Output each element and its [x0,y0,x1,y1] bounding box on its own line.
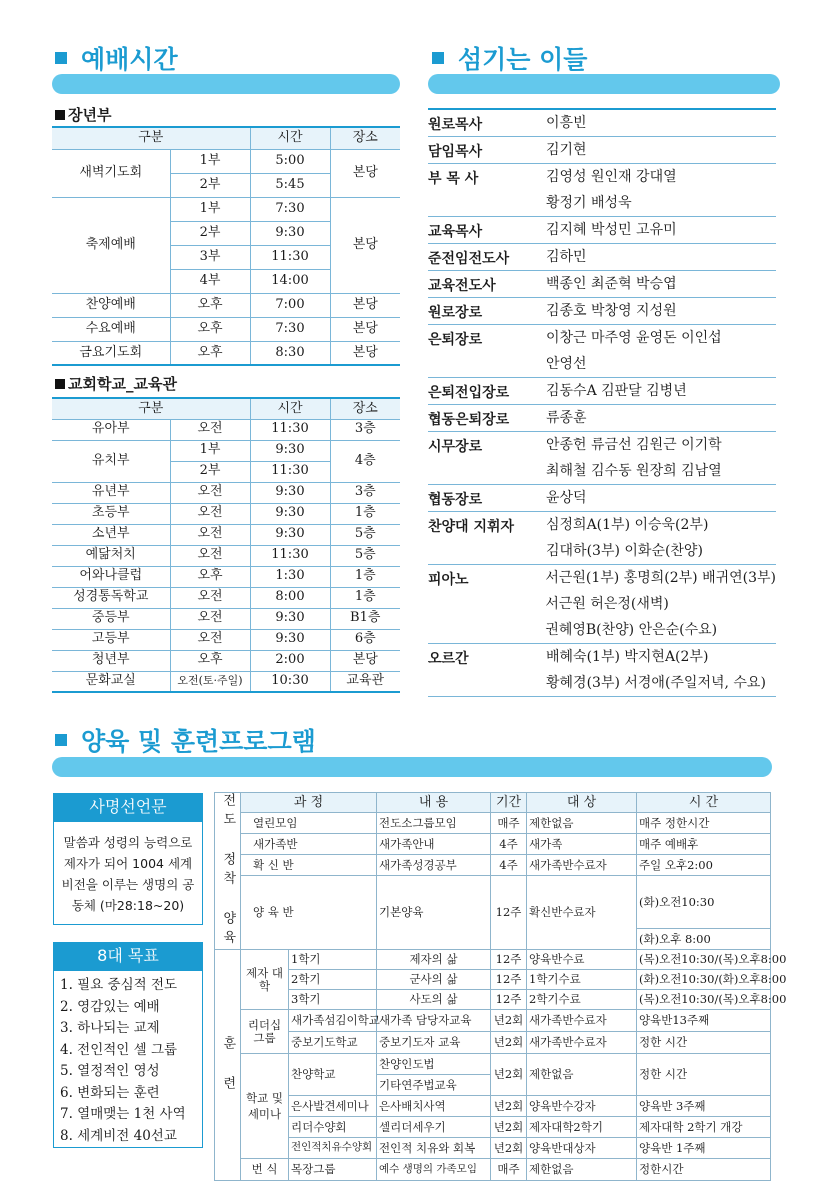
table-row: 예닮처치 오전 11:30 5층 [52,545,400,566]
server-names: 김지혜 박성민 고유미 [546,222,677,238]
server-role: 오르간 [428,651,469,667]
server-row [428,110,776,137]
goals-list [53,970,203,1148]
header-time: 시간 [250,127,330,149]
session-label: 3부 [170,245,250,269]
session-label: 2부 [170,221,250,245]
session-label: 2부 [170,461,250,482]
server-row [428,485,776,512]
disciple-college-label: 제자 대학 [241,950,289,1010]
table-row: 찬양예배 오후 7:00 본당 [52,293,400,317]
server-row [428,405,776,432]
server-names: 김기현 [546,142,587,158]
server-role: 준전임전도사 [428,251,510,267]
server-role: 협동은퇴장로 [428,412,510,428]
session-time: 7:30 [250,197,330,221]
table-row: 번 식 목장그룹 예수 생명의 가족모임 매주 제한없음 정한시간 [215,1159,771,1181]
servers-title: 섬기는 이들 [458,45,588,74]
session-time: 5:45 [250,173,330,197]
school-subtitle: 교회학교_교육관 [55,373,177,394]
servers-title-bar [428,74,780,94]
goal-item: 8. 세계비전 40선교 [60,1127,177,1144]
server-role: 피아노 [428,572,469,588]
table-row: 금요기도회 오후 8:30 본당 [52,341,400,365]
worship-section-title [55,40,178,76]
server-names: 안종헌 류금선 김원근 이기학 최해철 김수동 원장희 김남열 [546,437,722,479]
worship-title: 예배시간 [81,45,178,74]
server-names: 김하민 [546,249,587,265]
school-seminar-label: 학교 및 세미나 [241,1054,289,1159]
category-training: 훈 련 [215,950,241,1181]
session-time: 11:30 [250,461,330,482]
goal-item: 3. 하나되는 교제 [60,1020,160,1036]
server-role: 협동장로 [428,492,483,508]
server-names: 배혜숙(1부) 박지현A(2부) 황혜경(3부) 서경애(주일저녁, 수요) [546,649,766,691]
table-row: 성경통독학교 오전 8:00 1층 [52,587,400,608]
server-row [428,217,776,244]
server-names: 김영성 원인재 강대열 황정기 배성욱 [546,169,677,211]
servers-section-title [432,40,587,76]
header-category: 구분 [52,127,250,149]
header-category: 구분 [52,398,250,419]
goal-item: 6. 변화되는 훈련 [60,1084,160,1101]
header-target: 대 상 [527,793,637,813]
goals-title: 8대 목표 [53,942,203,970]
header-course: 과 정 [241,793,377,813]
mission-title: 사명선언문 [53,793,203,821]
goal-item: 2. 영감있는 예배 [60,998,160,1015]
session-label: 1부 [170,197,250,221]
server-row [428,137,776,164]
mission-text: 말씀과 성령의 능력으로 제자가 되어 1004 세계비전을 이루는 생명의 공동체 (마28:18~20) [53,821,203,925]
goals-box [53,942,203,1148]
table-row: 훈 련 제자 대학 1학기 제자의 삶 12주 양육반수료 (목)오전10:30/(목)오후8:00 [215,950,771,970]
server-role: 시무장로 [428,439,483,455]
server-row [428,244,776,271]
header-place: 장소 [330,398,400,419]
table-row: 양 육 반 기본양육 12주 확신반수료자 (화)오전10:30 [215,876,771,929]
black-square-icon [55,379,65,389]
session-time: 11:30 [250,245,330,269]
server-names: 김동수A 김판달 김병년 [546,383,687,399]
square-bullet-icon [55,52,67,64]
worship-title-bar [52,74,400,94]
table-row: 초등부 오전 9:30 1층 [52,503,400,524]
training-title: 양육 및 훈련프로그램 [81,727,316,756]
table-row: 고등부 오전 9:30 6층 [52,629,400,650]
training-program-table: 전도 정착 양육 과 정 내 용 기간 대 상 시 간 열린모임 전도소그룹모임 매주 제한없음 매주 정한시간 새가족반 새가족안내 4주 새가족 매주 예배후 확 신 반 새가족성경공부 4주 새가족반수료자 주일 오후2:00 양 육 반 기본양육 12주 확신반수료자 (화)오전10:30 (화)오후 8:00 훈 련 제자 대학 1학기 제자의 삶 12주 양육반수료 (목)오전10:30/(목)오후8:00 2학기 군사의 삶 12주 1학기수료 (화)오전10:30/(화)오후8:00 3학기 사도의 삶 12주 2학기수료 (목)오전10:30/(목)오후8:00 리더십 그룹 새가족섬김이학교 새가족 담당자교육 년2회 새가족반수료자 양육반13주째 중보기도학교 중보기도자 교육 년2회 새가족반수료자 정한 시간 학교 및 세미나 찬양학교 찬양인도법 년2회 제한없음 정한 시간 기타연주법교육 은사발견세미나 은사배치사역 년2회 양육반수강자 양육반 3주째 리더수양회 셀리더세우기 년2회 제자대학2학기 제자대학 2학기 개강 전인적치유수양회 전인적 치유와 회복 년2회 양육반대상자 양육반 1주째 번 식 목장그룹 예수 생명의 가족모임 매주 제한없음 정한시간 [214,792,771,1181]
training-title-bar [52,757,772,777]
table-row: 어와나클럽 오후 1:30 1층 [52,566,400,587]
session-label: 4부 [170,269,250,293]
session-time: 9:30 [250,440,330,461]
square-bullet-icon [432,52,444,64]
server-row [428,565,776,644]
goal-item: 5. 열정적인 영성 [60,1063,160,1079]
table-row: 전인적치유수양회 전인적 치유와 회복 년2회 양육반대상자 양육반 1주째 [215,1138,771,1159]
kindergarten-name: 유치부 [52,440,170,482]
adult-schedule-table [52,126,400,366]
table-row: 3학기 사도의 삶 12주 2학기수료 (목)오전10:30/(목)오후8:00 [215,990,771,1010]
kindergarten-place: 4층 [330,440,400,482]
table-row: 학교 및 세미나 찬양학교 찬양인도법 년2회 제한없음 정한 시간 [215,1054,771,1075]
table-row: 중보기도학교 중보기도자 교육 년2회 새가족반수료자 정한 시간 [215,1032,771,1054]
adult-subtitle: 장년부 [55,104,111,125]
table-row: 소년부 오전 9:30 5층 [52,524,400,545]
table-row: 유아부 오전 11:30 3층 [52,419,400,440]
server-role: 은퇴장로 [428,332,483,348]
festival-worship-name: 축제예배 [52,197,170,293]
server-role: 부 목 사 [428,171,479,187]
server-names: 윤상덕 [546,490,587,506]
server-row [428,325,776,378]
session-time: 14:00 [250,269,330,293]
server-row [428,298,776,325]
server-role: 은퇴전입장로 [428,385,510,401]
goal-item: 7. 열매맺는 1천 사역 [60,1106,186,1122]
training-section-title [55,722,316,758]
dawn-prayer-name: 새벽기도회 [52,149,170,197]
server-role: 담임목사 [428,144,483,160]
table-row: 새가족반 새가족안내 4주 새가족 매주 예배후 [215,834,771,855]
server-names: 이흥빈 [546,115,587,131]
table-row: 리더십 그룹 새가족섬김이학교 새가족 담당자교육 년2회 새가족반수료자 양육반13주째 [215,1010,771,1032]
goal-item: 4. 전인적인 셀 그룹 [60,1041,178,1058]
table-row: 확 신 반 새가족성경공부 4주 새가족반수료자 주일 오후2:00 [215,855,771,876]
table-row: 유년부 오전 9:30 3층 [52,482,400,503]
server-role: 원로목사 [428,117,483,133]
festival-place: 본당 [330,197,400,293]
goal-item: 1. 필요 중심적 전도 [60,977,178,993]
server-row [428,271,776,298]
table-row: 열린모임 전도소그룹모임 매주 제한없음 매주 정한시간 [215,813,771,834]
table-row: 청년부 오후 2:00 본당 [52,650,400,671]
leadership-group-label: 리더십 그룹 [241,1010,289,1054]
server-role: 교육전도사 [428,278,496,294]
server-role: 원로장로 [428,305,483,321]
server-row [428,164,776,217]
server-names: 심정희A(1부) 이승욱(2부) 김대하(3부) 이화순(찬양) [546,517,709,559]
black-square-icon [55,110,65,120]
dawn-place: 본당 [330,149,400,197]
server-role: 교육목사 [428,224,483,240]
header-content: 내 용 [377,793,491,813]
server-row [428,512,776,565]
category-evangelism: 전도 정착 양육 [215,793,241,950]
table-row: 은사발견세미나 은사배치사역 년2회 양육반수강자 양육반 3주째 [215,1096,771,1117]
table-row: 문화교실 오전(토·주일) 10:30 교육관 [52,671,400,692]
session-time: 9:30 [250,221,330,245]
session-label: 1부 [170,440,250,461]
header-time: 시 간 [637,793,771,813]
header-time: 시간 [250,398,330,419]
table-row: 리더수양회 셀리더세우기 년2회 제자대학2학기 제자대학 2학기 개강 [215,1117,771,1138]
server-row [428,644,776,697]
school-schedule-table [52,397,400,693]
session-label: 2부 [170,173,250,197]
square-bullet-icon [55,734,67,746]
server-names: 이창근 마주영 윤영돈 이인섭 안영선 [546,330,722,372]
server-names: 백종인 최준혁 박승엽 [546,276,677,292]
table-row: 2학기 군사의 삶 12주 1학기수료 (화)오전10:30/(화)오후8:00 [215,970,771,990]
table-row: 중등부 오전 9:30 B1층 [52,608,400,629]
server-names: 김종호 박창영 지성원 [546,303,677,319]
server-role: 찬양대 지휘자 [428,519,515,535]
server-row [428,378,776,405]
mission-box [53,793,203,925]
header-period: 기간 [491,793,527,813]
server-names: 류종훈 [546,410,587,426]
server-row [428,432,776,485]
session-time: 5:00 [250,149,330,173]
server-names: 서근원(1부) 홍명희(2부) 배귀연(3부) 서근원 허은정(새벽) 권혜영B(찬양) 안은순(수요) [545,570,776,638]
table-row: 수요예배 오후 7:30 본당 [52,317,400,341]
servers-list [428,108,776,697]
session-label: 1부 [170,149,250,173]
header-place: 장소 [330,127,400,149]
